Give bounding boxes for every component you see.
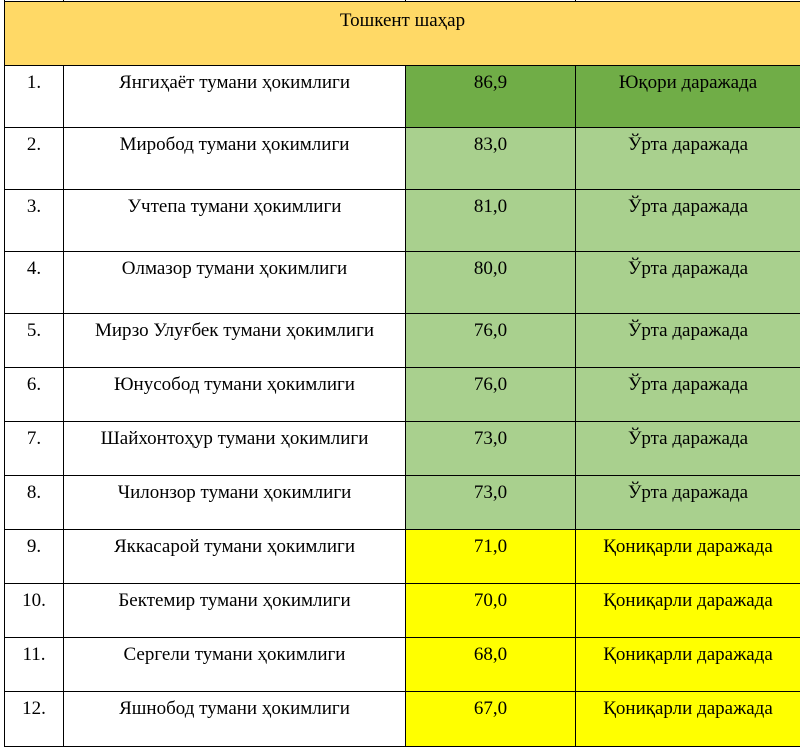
organization-name: Яккасарой тумани ҳокимлиги [64,530,406,584]
table-row [5,530,800,584]
score-cell: 71,0 [406,530,576,584]
row-number: 11. [5,638,64,692]
row-number: 4. [5,252,64,314]
table-row [5,66,800,128]
score-cell: 76,0 [406,314,576,368]
score-cell: 70,0 [406,584,576,638]
row-number: 5. [5,314,64,368]
organization-name: Чилонзор тумани ҳокимлиги [64,476,406,530]
organization-name: Юнусобод тумани ҳокимлиги [64,368,406,422]
level-cell: Ўрта даражада [576,314,800,368]
table-row [5,368,800,422]
organization-name: Мирзо Улуғбек тумани ҳокимлиги [64,314,406,368]
region-header-row [5,2,800,66]
score-cell: 80,0 [406,252,576,314]
score-cell: 73,0 [406,422,576,476]
organization-name: Учтепа тумани ҳокимлиги [64,190,406,252]
row-number: 2. [5,128,64,190]
table-row [5,584,800,638]
level-cell: Ўрта даражада [576,476,800,530]
region-title: Тошкент шаҳар [5,2,800,66]
rating-table [4,0,800,747]
table-row [5,314,800,368]
score-cell: 73,0 [406,476,576,530]
level-cell: Қониқарли даражада [576,530,800,584]
row-number: 8. [5,476,64,530]
level-cell: Қониқарли даражада [576,638,800,692]
table-row [5,128,800,190]
level-cell: Ўрта даражада [576,422,800,476]
level-cell: Ўрта даражада [576,190,800,252]
score-cell: 67,0 [406,692,576,747]
organization-name: Олмазор тумани ҳокимлиги [64,252,406,314]
level-cell: Қониқарли даражада [576,584,800,638]
level-cell: Ўрта даражада [576,128,800,190]
level-cell: Юқори даражада [576,66,800,128]
table-row [5,692,800,747]
score-cell: 83,0 [406,128,576,190]
score-cell: 81,0 [406,190,576,252]
row-number: 1. [5,66,64,128]
table-row [5,476,800,530]
organization-name: Миробод тумани ҳокимлиги [64,128,406,190]
row-number: 9. [5,530,64,584]
table-row [5,190,800,252]
organization-name: Сергели тумани ҳокимлиги [64,638,406,692]
organization-name: Янгиҳаёт тумани ҳокимлиги [64,66,406,128]
table-row [5,422,800,476]
score-cell: 76,0 [406,368,576,422]
organization-name: Яшнобод тумани ҳокимлиги [64,692,406,747]
organization-name: Бектемир тумани ҳокимлиги [64,584,406,638]
table-row [5,252,800,314]
level-cell: Қониқарли даражада [576,692,800,747]
table-row [5,638,800,692]
row-number: 12. [5,692,64,747]
organization-name: Шайхонтоҳур тумани ҳокимлиги [64,422,406,476]
level-cell: Ўрта даражада [576,252,800,314]
level-cell: Ўрта даражада [576,368,800,422]
row-number: 3. [5,190,64,252]
row-number: 6. [5,368,64,422]
score-cell: 86,9 [406,66,576,128]
row-number: 7. [5,422,64,476]
score-cell: 68,0 [406,638,576,692]
row-number: 10. [5,584,64,638]
